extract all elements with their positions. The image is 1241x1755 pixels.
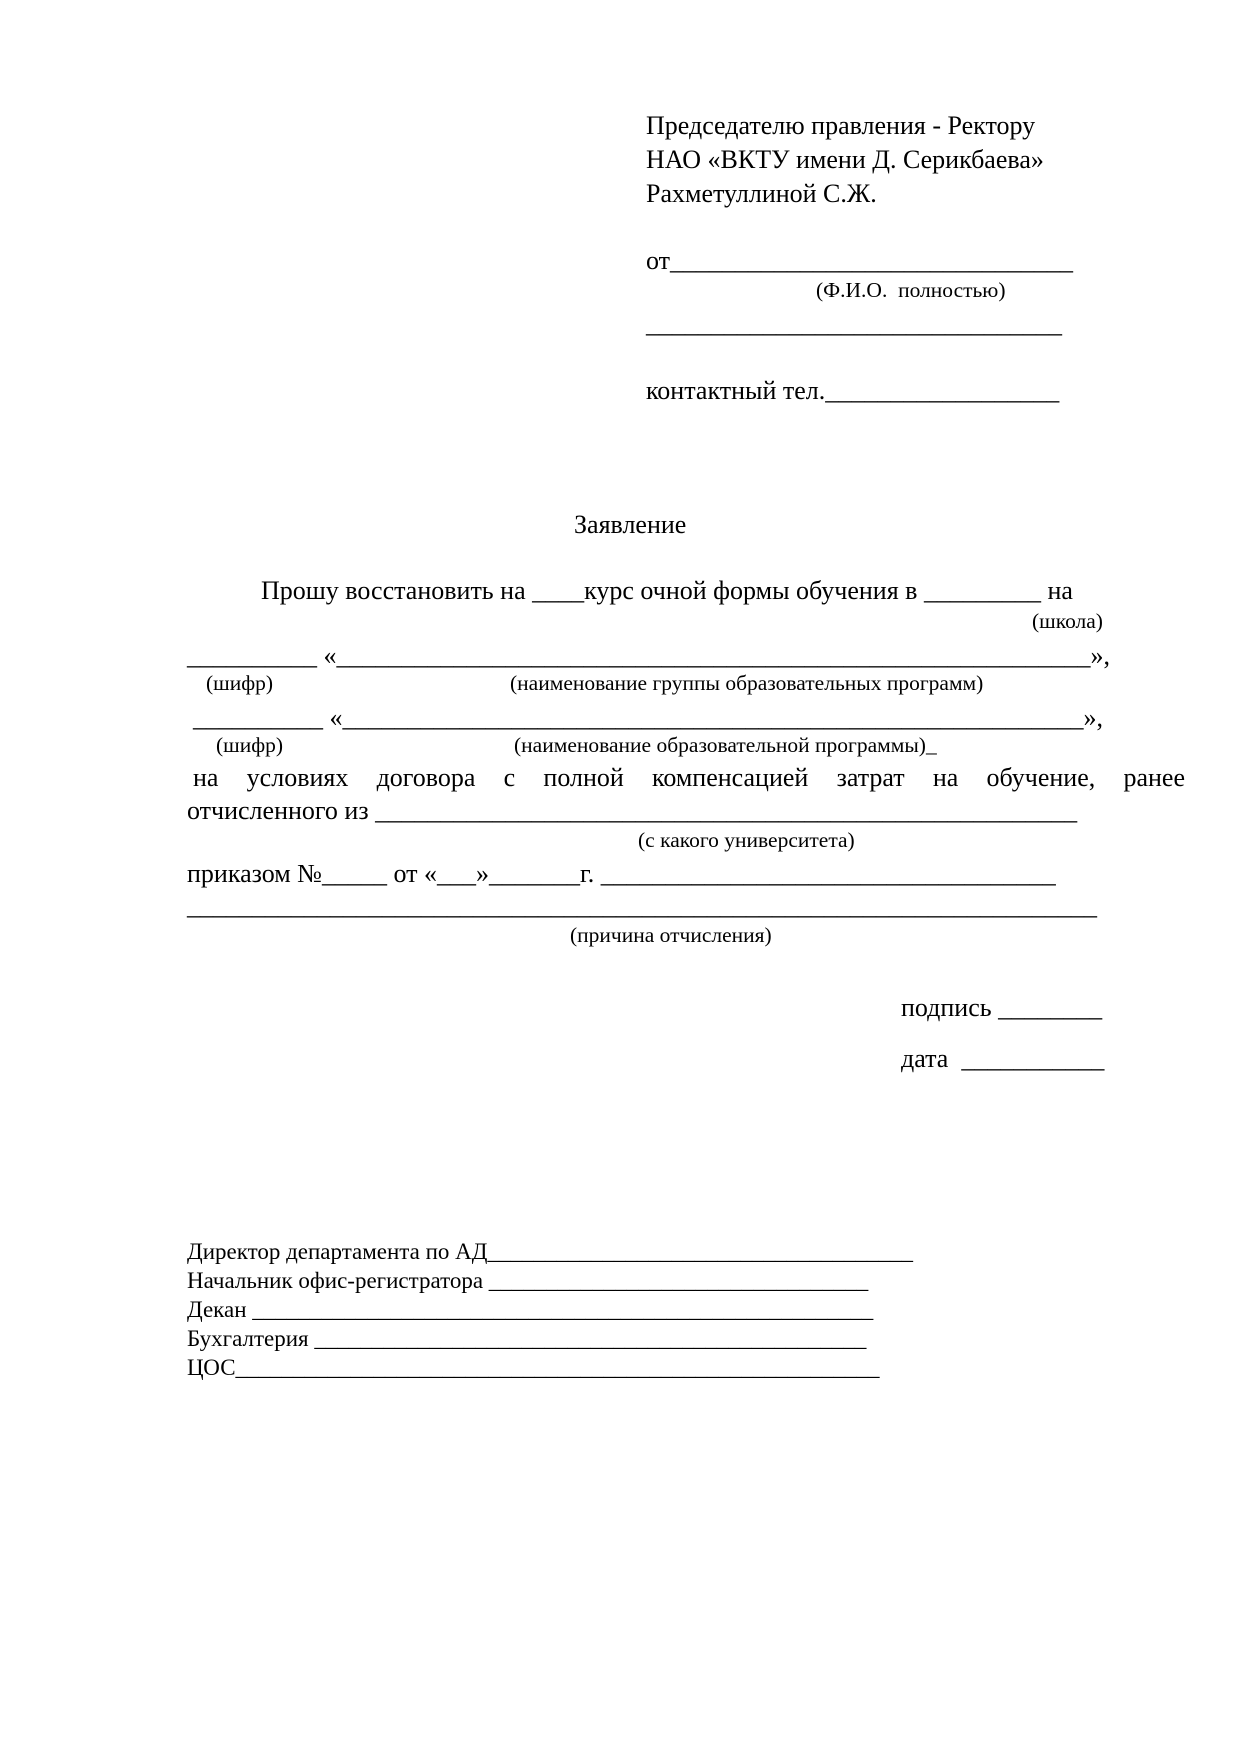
body-line-4: на условиях договора с полной компенсацией затрат на обучение, ранее xyxy=(193,763,1185,792)
date-field: дата ___________ xyxy=(901,1044,1105,1073)
program-hint: (наименование образовательной программы)_ xyxy=(514,733,937,757)
school-hint: (школа) xyxy=(1032,609,1103,633)
code-hint-1: (шифр) xyxy=(206,671,274,695)
phone-field: контактный тел.__________________ xyxy=(646,376,1060,405)
approval-registrar: Начальник офис-регистратора _________________________________ xyxy=(187,1268,869,1293)
approval-director: Директор департамента по АД_____________________________________ xyxy=(187,1239,913,1264)
from-field-line-2: ________________________________ xyxy=(646,309,1062,338)
body-line-6: приказом №_____ от «___»_______г. ___________________________________ xyxy=(187,859,1056,888)
university-hint: (с какого университета) xyxy=(638,828,855,852)
from-hint: (Ф.И.О. полностью) xyxy=(816,278,1006,302)
body-line-1: Прошу восстановить на ____курс очной формы обучения в _________ на xyxy=(261,576,1073,605)
body-line-2: __________ «__________________________________________________________», xyxy=(187,641,1110,670)
body-line-5: отчисленного из ______________________________________________________ xyxy=(187,796,1078,825)
body-line-7: ______________________________________________________________________ xyxy=(187,891,1097,920)
group-hint: (наименование группы образовательных программ) xyxy=(510,671,984,695)
approval-dean: Декан ______________________________________________________ xyxy=(187,1297,874,1322)
body-line-3: __________ «_________________________________________________________», xyxy=(193,703,1103,732)
approval-cos: ЦОС________________________________________________________ xyxy=(187,1355,880,1380)
code-hint-2: (шифр) xyxy=(216,733,284,757)
from-field: от_______________________________ xyxy=(646,246,1074,275)
addressee-line-2: НАО «ВКТУ имени Д. Серикбаева» xyxy=(646,145,1044,174)
approval-accounting: Бухгалтерия ________________________________________________ xyxy=(187,1326,867,1351)
reason-hint: (причина отчисления) xyxy=(570,923,772,947)
addressee-line-1: Председателю правления - Ректору xyxy=(646,111,1036,140)
signature-field: подпись ________ xyxy=(901,993,1103,1022)
addressee-line-3: Рахметуллиной С.Ж. xyxy=(646,179,877,208)
document-title: Заявление xyxy=(574,510,687,539)
